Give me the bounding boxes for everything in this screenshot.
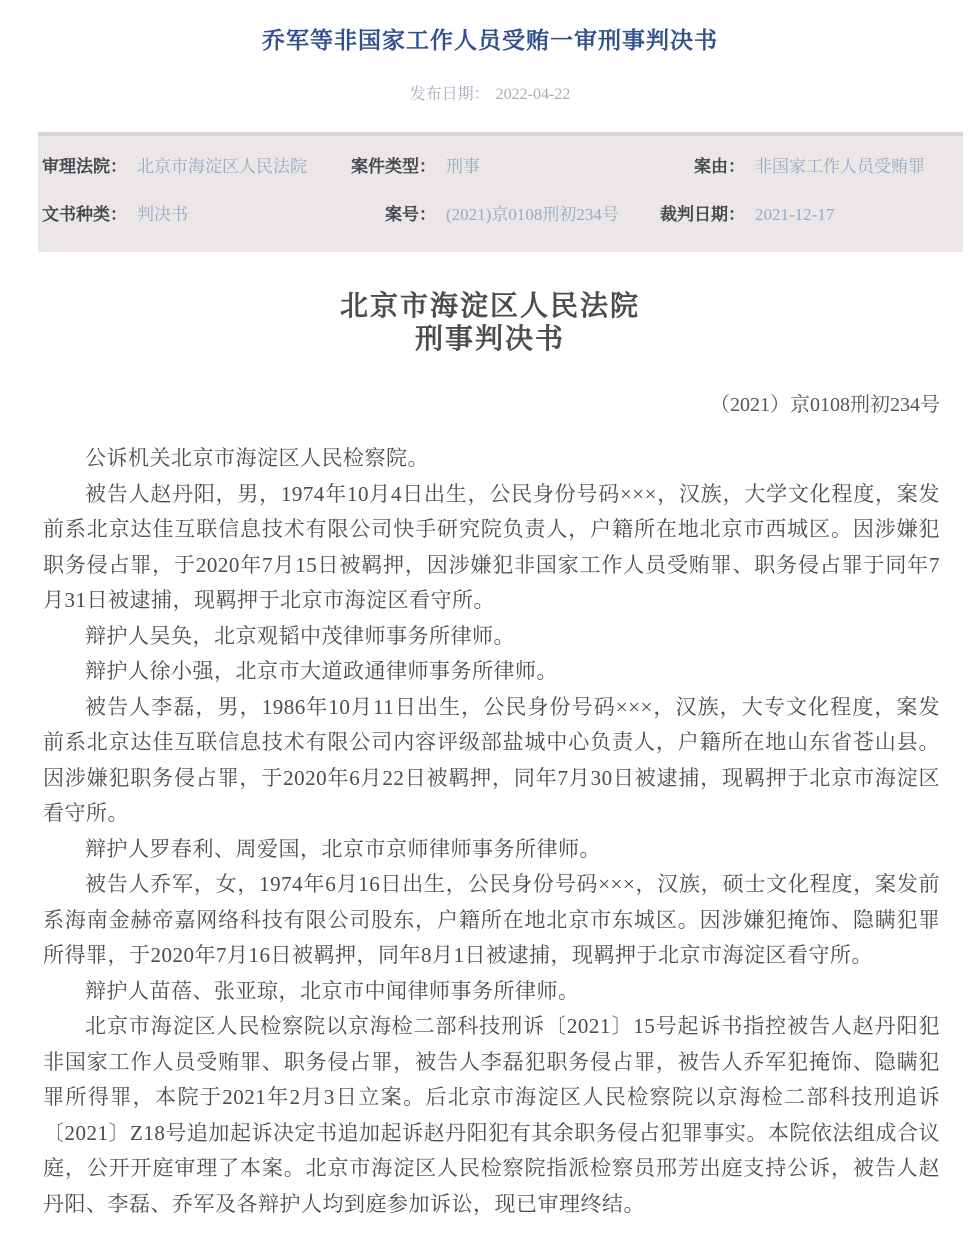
publish-date-line (0, 81, 980, 104)
page-title: 乔军等非国家工作人员受贿一审刑事判决书 (262, 28, 718, 53)
body-paragraph-defendant-qiao: 被告人乔军，女，1974年6月16日出生，公民身份号码×××，汉族，硕士文化程度，案发前系海南金赫帝嘉网络科技有限公司股东，户籍所在地北京市东城区。因涉嫌犯掩饰、隐瞒犯罪所得罪，于2020年7月16日被羁押，同年8月1日被逮捕，现羁押于北京市海淀区看守所。 (43, 872, 940, 967)
meta-field-case-number (348, 198, 648, 232)
meta-label-judgment-date: 裁判日期： (660, 205, 745, 224)
body-paragraph-defenders-miao-zhang: 辩护人苗蓓、张亚琼，北京市中闻律师事务所律师。 (85, 978, 580, 1003)
document-body (43, 441, 940, 1222)
meta-field-case-type (348, 150, 648, 184)
publish-date-label: 发布日期： (409, 86, 490, 103)
body-paragraph-procedure: 北京市海淀区人民检察院以京海检二部科技刑诉〔2021〕15号起诉书指控被告人赵丹阳犯非国家工作人员受贿罪、职务侵占罪，被告人李磊犯职务侵占罪，被告人乔军犯掩饰、隐瞒犯罪所得罪，本院于2021年2月3日立案。后北京市海淀区人民检察院以京海检二部科技刑追诉〔2021〕Z18号追加起诉决定书追加起诉赵丹阳犯有其余职务侵占犯罪事实。本院依法组成合议庭，公开开庭审理了本案。北京市海淀区人民检察院指派检察员邢芳出庭支持公诉，被告人赵丹阳、李磊、乔军及各辩护人均到庭参加诉讼，现已审理终结。 (43, 1014, 940, 1216)
meta-field-court (42, 150, 348, 184)
meta-label-court: 审理法院： (42, 157, 127, 176)
document-court-name: 北京市海淀区人民法院 (339, 291, 640, 322)
meta-value-judgment-date: 2021-12-17 (755, 205, 835, 224)
document-type-heading: 刑事判决书 (414, 324, 565, 355)
body-paragraph-defenders-luo-zhou: 辩护人罗春利、周爱国，北京市京师律师事务所律师。 (85, 836, 601, 861)
body-paragraph-defender-xu: 辩护人徐小强，北京市大道政通律师事务所律师。 (85, 659, 558, 683)
publish-date-value: 2022-04-22 (495, 86, 571, 103)
case-meta-grid (42, 150, 953, 232)
body-paragraph-defendant-zhao: 被告人赵丹阳，男，1974年10月4日出生，公民身份号码×××，汉族，大学文化程度，案发前系北京达佳互联信息技术有限公司快手研究院负责人，户籍所在地北京市西城区。因涉嫌犯职务侵占罪，于2020年7月15日被羁押，因涉嫌犯非国家工作人员受贿罪、职务侵占罪于同年7月31日被逮捕，现羁押于北京市海淀区看守所。 (43, 481, 940, 612)
document-case-number: （2021）京0108刑初234号 (710, 394, 940, 416)
body-paragraph-defendant-li: 被告人李磊，男，1986年10月11日出生，公民身份号码×××，汉族，大专文化程度，案发前系北京达佳互联信息技术有限公司内容评级部盐城中心负责人，户籍所在地山东省苍山县。因涉嫌犯职务侵占罪，于2020年6月22日被羁押，同年7月30日被逮捕，现羁押于北京市海淀区看守所。 (43, 694, 940, 825)
body-paragraph-prosecutor: 公诉机关北京市海淀区人民检察院。 (85, 446, 429, 470)
meta-field-doc-kind (42, 198, 348, 232)
meta-field-cause (648, 150, 953, 184)
meta-value-cause: 非国家工作人员受贿罪 (755, 157, 925, 176)
body-paragraph-defender-wu: 辩护人吴奂，北京观韬中茂律师事务所律师。 (85, 623, 515, 648)
meta-value-case-number: (2021)京0108刑初234号 (446, 205, 619, 224)
meta-value-case-type: 刑事 (446, 157, 480, 176)
case-meta-panel (38, 132, 963, 252)
meta-field-judgment-date (648, 198, 953, 232)
meta-value-doc-kind: 判决书 (137, 205, 188, 224)
meta-label-cause: 案由： (694, 157, 745, 176)
meta-label-case-type: 案件类型： (351, 157, 436, 176)
meta-label-doc-kind: 文书种类： (42, 205, 127, 224)
page-header (0, 22, 980, 104)
meta-value-court: 北京市海淀区人民法院 (137, 157, 307, 176)
meta-label-case-number: 案号： (385, 205, 436, 224)
judgment-document (0, 290, 980, 1222)
